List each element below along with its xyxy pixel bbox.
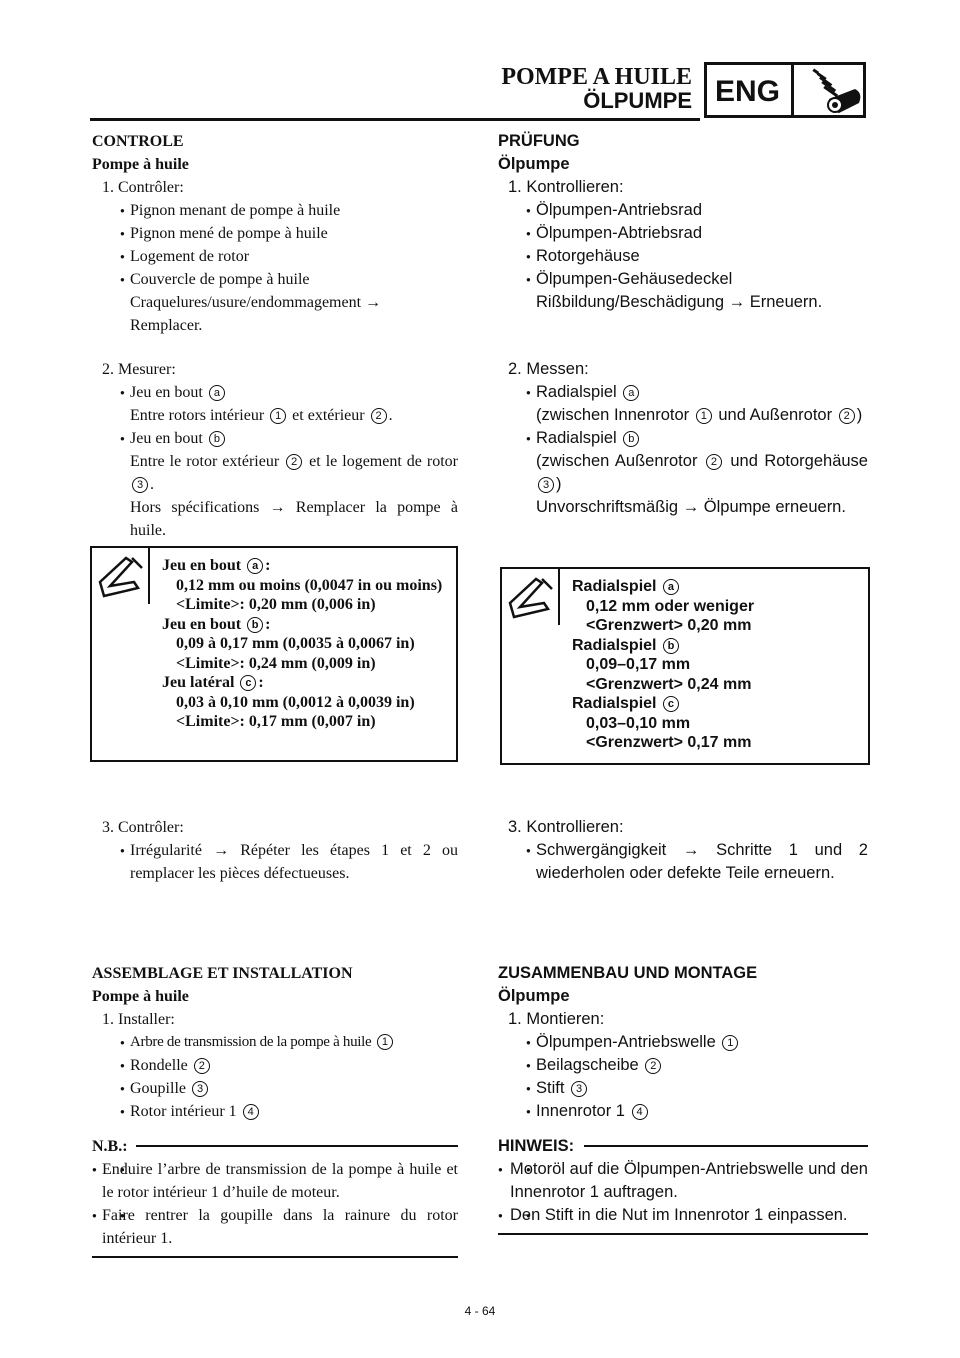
step-label: 1. Kontrollieren: [508,178,624,196]
spec-limit: <Grenzwert> 0,17 mm [586,734,752,751]
section-subtitle: Pompe à huile [92,156,189,173]
column-de [498,130,868,314]
list-item: ● Ölpumpen-Abtriebsrad [498,222,868,245]
ref-marker: a [663,579,679,595]
list-item: ● Schwergängigkeit → Schritte 1 und 2 wiederholen oder defekte Teile erneuern. [498,839,868,885]
step-label: 3. Contrôler: [102,819,184,836]
list-item: ● Arbre de transmission de la pompe à huile 1 [92,1031,458,1054]
column-de-measure [498,358,868,519]
column-fr-assembly [92,962,458,1258]
note-rule [136,1145,458,1147]
step-label: 1. Contrôler: [102,179,184,196]
list-item: ● Logement de rotor [92,245,458,268]
engine-piston-icon [799,67,865,115]
section-title: ASSEMBLAGE ET INSTALLATION [92,965,353,982]
step-label: 3. Kontrollieren: [508,818,624,836]
spec-limit: <Grenzwert> 0,24 mm [586,675,752,693]
ref-marker: 2 [706,454,722,470]
step-label: 1. Installer: [102,1011,175,1028]
spec-value: 0,12 mm oder weniger [586,597,755,615]
step-label: 1. Montieren: [508,1010,605,1028]
ref-marker: b [209,431,225,447]
section-subtitle: Ölpumpe [498,155,570,173]
ref-marker: 3 [192,1081,208,1097]
ref-marker: 4 [243,1104,259,1120]
step-label: 2. Messen: [508,360,589,378]
spec-text: Radialspiel a 0,12 mm oder weniger <Grenzwert> 0,20 mm Radialspiel b 0,09–0,17 mm <Grenzwert> 0,24 mm Radialspiel c 0,03–0,10 mm <Grenzwert> 0,17 mm [572,577,858,753]
list-item: ● Rondelle 2 [92,1054,458,1077]
ref-marker: 2 [839,408,855,424]
ref-marker: c [240,675,256,691]
spec-value: 0,03–0,10 mm [586,714,691,732]
column-fr [92,130,458,337]
column-de-check [498,816,868,885]
note-rule [584,1145,868,1147]
note-header [92,1135,458,1158]
note-label: N.B.: [92,1138,128,1155]
note-header [498,1135,868,1158]
list-item: ● Stift 3 [498,1077,868,1100]
section-badge [704,62,866,118]
column-fr-measure [92,358,458,542]
result-text: Remplacer. [130,317,203,334]
column-de-assembly [498,962,868,1235]
list-item: ● Irrégularité → Répéter les étapes 1 et 2 ou remplacer les pièces défectueuses. [92,839,458,885]
ref-marker: b [623,431,639,447]
ref-marker: 1 [270,408,286,424]
description-text: (zwischen Außenrotor 2 und Rotorgehäuse 3 ) [536,452,868,493]
ref-marker: 2 [371,408,387,424]
ref-marker: 4 [632,1104,648,1120]
header-rule [90,118,700,121]
spec-limit: <Limite>: 0,20 mm (0,006 in) [176,596,376,613]
ref-marker: c [663,696,679,712]
caliper-icon [506,573,556,623]
spec-divider [558,569,560,625]
section-subtitle: Pompe à huile [92,988,189,1005]
note-item: ● ● Enduire l’arbre de transmission de la pompe à huile et le rotor intérieur 1 d’huile de moteur. [92,1158,458,1204]
ref-marker: 2 [286,454,302,470]
list-item: ● Radialspiel b [498,427,868,450]
note-end-rule [92,1256,458,1258]
badge-divider [791,65,794,115]
ref-marker: 3 [538,477,554,493]
caliper-icon [96,552,146,602]
list-item: ● Jeu en bout b [92,427,458,450]
description-text: Entre rotors intérieur 1 et extérieur 2 . [130,407,393,424]
list-item: ● Ölpumpen-Antriebswelle 1 [498,1031,868,1054]
section-title: CONTROLE [92,133,184,150]
spec-value: 0,03 à 0,10 mm (0,0012 à 0,0039 in) [176,693,415,711]
spec-limit: <Limite>: 0,24 mm (0,009 in) [176,654,376,672]
ref-marker: 1 [722,1035,738,1051]
ref-marker: 1 [377,1034,393,1050]
section-badge-label: ENG [715,75,781,108]
ref-marker: 2 [645,1058,661,1074]
list-item: ● Innenrotor 1 4 [498,1100,868,1123]
ref-marker: a [247,558,263,574]
list-item: ● Pignon mené de pompe à huile [92,222,458,245]
spec-box-fr [90,546,458,762]
result-text: Rißbildung/Beschädigung → Erneuern. [536,293,823,311]
spec-limit: <Grenzwert> 0,20 mm [586,617,752,634]
description-text: Entre le rotor extérieur 2 et le logement de rotor 3 . [130,453,458,493]
ref-marker: b [663,638,679,654]
note-item: ● ● Motoröl auf die Ölpumpen-Antriebswelle und den Innenrotor 1 auftragen. [498,1158,868,1204]
note-label: HINWEIS: [498,1137,575,1155]
list-item: ● Couvercle de pompe à huile [92,268,458,291]
note-item: ● ● Faire rentrer la goupille dans la rainure du rotor intérieur 1. [92,1204,458,1250]
list-item: ● Radialspiel a [498,381,868,404]
list-item: ● Pignon menant de pompe à huile [92,199,458,222]
section-title: PRÜFUNG [498,132,580,150]
list-item: ● Rotorgehäuse [498,245,868,268]
spec-text: Jeu en bout a : 0,12 mm ou moins (0,0047 in ou moins) <Limite>: 0,20 mm (0,006 in) Jeu en bout b : 0,09 à 0,17 mm (0,0035 à 0,0067 in) <Limite>: 0,24 mm (0,009 in) Jeu latéral c : 0,03 à 0,10 mm (0,0012 à 0,0039 in) <Limite>: 0,17 mm (0,007 in) [162,556,446,732]
page-number: 4 - 64 [464,1304,496,1318]
result-text: Craquelures/usure/endommagement → [130,294,382,311]
ref-marker: a [623,385,639,401]
ref-marker: b [247,617,263,633]
list-item: ● Jeu en bout a [92,381,458,404]
list-item: ● Goupille 3 [92,1077,458,1100]
section-subtitle: Ölpumpe [498,987,570,1005]
spec-value: 0,09 à 0,17 mm (0,0035 à 0,0067 in) [176,635,415,652]
list-item: ● Beilagscheibe 2 [498,1054,868,1077]
spec-divider [148,548,150,604]
ref-marker: 1 [696,408,712,424]
result-text: Unvorschriftsmäßig → Ölpumpe erneuern. [536,498,846,516]
note-item: ● ● Den Stift in die Nut im Innenrotor 1 einpassen. [498,1204,868,1227]
column-fr-check [92,816,458,885]
header-title-de: ÖLPUMPE [583,88,692,113]
section-title: ZUSAMMENBAU UND MONTAGE [498,964,758,982]
result-text: Hors spécifications → Remplacer la pompe à huile. [130,499,458,539]
ref-marker: 2 [194,1058,210,1074]
note-end-rule [498,1233,868,1235]
description-text: (zwischen Innenrotor 1 und Außenrotor 2 ) [536,406,863,424]
spec-limit: <Limite>: 0,17 mm (0,007 in) [176,713,376,730]
spec-value: 0,12 mm ou moins (0,0047 in ou moins) [176,576,443,594]
list-item: ● Ölpumpen-Antriebsrad [498,199,868,222]
list-item: ● Ölpumpen-Gehäusedeckel [498,268,868,291]
spec-box-de [500,567,870,765]
spec-value: 0,09–0,17 mm [586,656,691,673]
list-item: ● Rotor intérieur 1 4 [92,1100,458,1123]
ref-marker: 3 [132,477,148,493]
step-label: 2. Mesurer: [102,361,176,378]
header-title-fr: POMPE A HUILE [501,64,692,90]
ref-marker: 3 [571,1081,587,1097]
ref-marker: a [209,385,225,401]
